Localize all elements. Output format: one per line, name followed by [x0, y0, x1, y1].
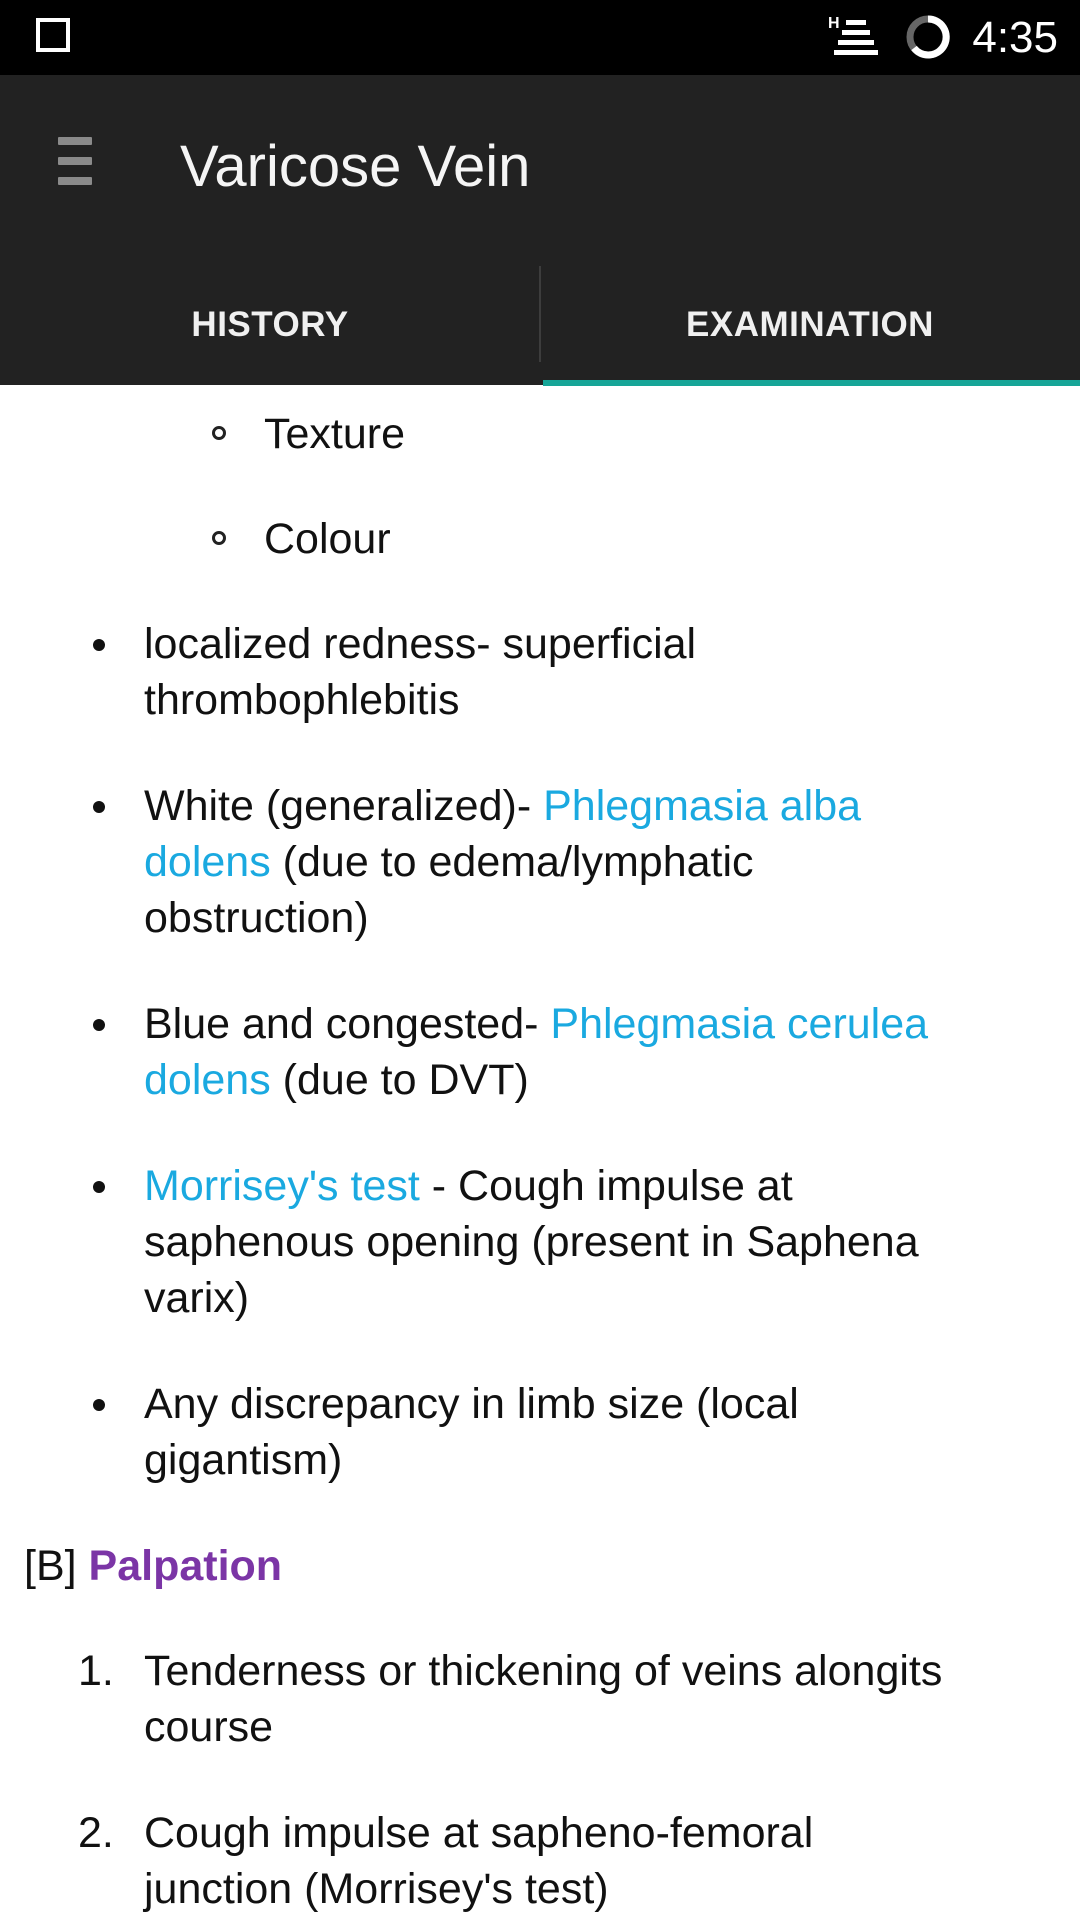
list-item: Blue and congested- Phlegmasia cerulea dolens (due to DVT) — [144, 996, 1044, 1108]
bullet-icon — [93, 639, 105, 651]
phlegmasia-cerulea-link[interactable]: Phlegmasia cerulea — [550, 1000, 929, 1048]
menu-icon[interactable] — [58, 137, 92, 197]
list-item: 1. Tenderness or thickening of veins alongits course — [78, 1647, 943, 1751]
bullet-icon — [93, 1399, 105, 1411]
svg-text:H: H — [828, 15, 840, 32]
clock: 4:35 — [972, 13, 1058, 62]
list-item: 2. Cough impulse at sapheno-femoral junction (Morrisey's test) — [78, 1809, 814, 1913]
phlegmasia-alba-link[interactable]: Phlegmasia alba — [543, 782, 862, 830]
morriseys-test-link[interactable]: Morrisey's test — [144, 1162, 420, 1210]
section-title: Palpation — [88, 1542, 283, 1590]
section-heading: [B] Palpation — [24, 1542, 283, 1590]
list-item: Any discrepancy in limb size (local gigantism) — [144, 1376, 1044, 1488]
battery-ring-icon — [905, 14, 951, 60]
list-item: localized redness- superficial thrombophlebitis — [144, 616, 1044, 728]
list-item: Texture — [264, 406, 405, 462]
square-notification-icon — [36, 18, 70, 52]
phlegmasia-alba-link[interactable]: dolens — [144, 838, 271, 886]
hollow-bullet-icon — [212, 531, 226, 545]
tab-history[interactable]: HISTORY — [191, 305, 349, 344]
list-item: Colour — [264, 511, 391, 567]
page-title: Varicose Vein — [180, 134, 531, 199]
status-bar — [0, 0, 1080, 75]
phlegmasia-cerulea-link[interactable]: dolens — [144, 1056, 271, 1104]
signal-h-icon — [828, 12, 880, 62]
examination-content[interactable] — [0, 386, 1080, 1920]
list-item: White (generalized)- Phlegmasia alba dolens (due to edema/lymphatic obstruction) — [144, 778, 1044, 946]
hollow-bullet-icon — [212, 426, 226, 440]
list-item: Morrisey's test - Cough impulse at saphenous opening (present in Saphena varix) — [144, 1158, 1044, 1326]
bullet-icon — [93, 1019, 105, 1031]
bullet-icon — [93, 801, 105, 813]
bullet-icon — [93, 1181, 105, 1193]
tab-divider — [539, 266, 541, 362]
tab-examination[interactable]: EXAMINATION — [686, 305, 934, 344]
